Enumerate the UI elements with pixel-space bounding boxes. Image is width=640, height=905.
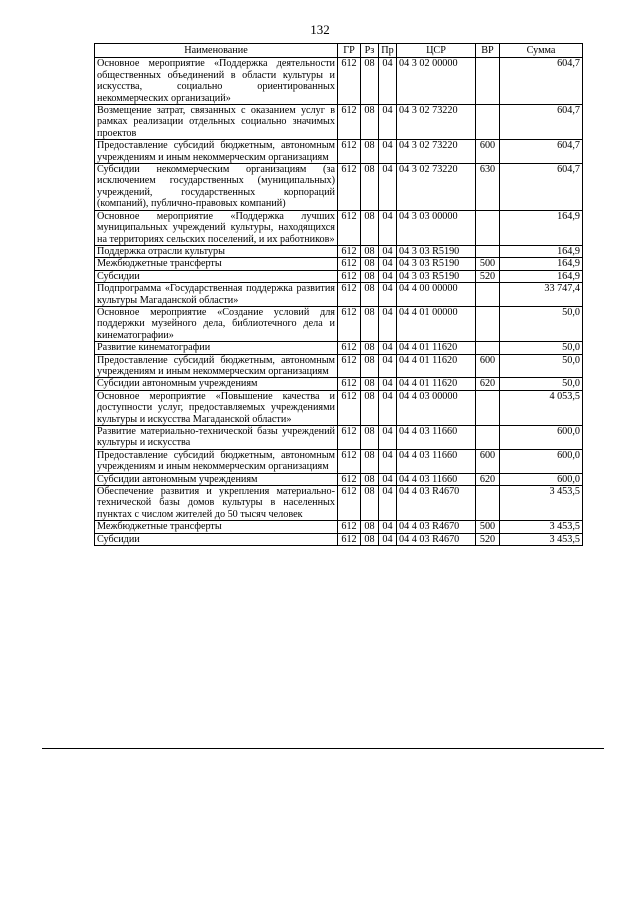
cell-csr: 04 4 01 11620 bbox=[397, 342, 476, 354]
cell-csr: 04 4 01 00000 bbox=[397, 306, 476, 341]
cell-sum: 3 453,5 bbox=[500, 486, 583, 521]
cell-rz: 08 bbox=[361, 354, 379, 378]
table-row bbox=[95, 58, 583, 105]
bottom-divider bbox=[42, 748, 604, 749]
cell-name: Поддержка отрасли культуры bbox=[95, 245, 338, 257]
cell-name: Основное мероприятие «Поддержка лучших муниципальных учреждений культуры, находящихся на территориях сельских поселений, и их работников» bbox=[95, 210, 338, 245]
cell-vr bbox=[476, 342, 500, 354]
cell-rz: 08 bbox=[361, 140, 379, 164]
cell-sum: 600,0 bbox=[500, 449, 583, 473]
cell-sum: 33 747,4 bbox=[500, 283, 583, 307]
cell-csr: 04 4 01 11620 bbox=[397, 378, 476, 390]
cell-vr: 600 bbox=[476, 449, 500, 473]
cell-csr: 04 4 03 11660 bbox=[397, 449, 476, 473]
table-row bbox=[95, 245, 583, 257]
cell-name: Субсидии автономным учреждениям bbox=[95, 378, 338, 390]
table-row bbox=[95, 426, 583, 450]
cell-gr: 612 bbox=[338, 486, 361, 521]
cell-pr: 04 bbox=[379, 283, 397, 307]
cell-name: Основное мероприятие «Создание условий для поддержки музейного дела, библиотечного дела и кинематографии» bbox=[95, 306, 338, 341]
table-row bbox=[95, 342, 583, 354]
table-row bbox=[95, 164, 583, 211]
cell-gr: 612 bbox=[338, 140, 361, 164]
cell-name: Субсидии автономным учреждениям bbox=[95, 473, 338, 485]
cell-sum: 600,0 bbox=[500, 426, 583, 450]
table-row bbox=[95, 378, 583, 390]
cell-rz: 08 bbox=[361, 245, 379, 257]
cell-pr: 04 bbox=[379, 105, 397, 140]
cell-csr: 04 3 03 R5190 bbox=[397, 258, 476, 270]
cell-csr: 04 3 02 73220 bbox=[397, 164, 476, 211]
cell-rz: 08 bbox=[361, 105, 379, 140]
cell-gr: 612 bbox=[338, 283, 361, 307]
table-row bbox=[95, 449, 583, 473]
cell-vr bbox=[476, 390, 500, 425]
cell-gr: 612 bbox=[338, 390, 361, 425]
cell-name: Субсидии некоммерческим организациям (за исключением государственных (муниципальных) учреждений, государственных корпораций (компаний), публично-правовых компаний) bbox=[95, 164, 338, 211]
table-row bbox=[95, 258, 583, 270]
cell-sum: 164,9 bbox=[500, 258, 583, 270]
cell-csr: 04 4 03 R4670 bbox=[397, 521, 476, 533]
cell-sum: 50,0 bbox=[500, 342, 583, 354]
cell-vr bbox=[476, 306, 500, 341]
table-row bbox=[95, 270, 583, 282]
cell-vr bbox=[476, 245, 500, 257]
table-row bbox=[95, 486, 583, 521]
cell-pr: 04 bbox=[379, 390, 397, 425]
cell-pr: 04 bbox=[379, 164, 397, 211]
cell-sum: 164,9 bbox=[500, 270, 583, 282]
cell-vr: 500 bbox=[476, 521, 500, 533]
cell-gr: 612 bbox=[338, 105, 361, 140]
cell-rz: 08 bbox=[361, 426, 379, 450]
cell-vr bbox=[476, 283, 500, 307]
cell-csr: 04 3 03 R5190 bbox=[397, 245, 476, 257]
cell-sum: 604,7 bbox=[500, 105, 583, 140]
cell-gr: 612 bbox=[338, 521, 361, 533]
cell-pr: 04 bbox=[379, 426, 397, 450]
header-csr: ЦСР bbox=[397, 44, 476, 58]
cell-gr: 612 bbox=[338, 426, 361, 450]
cell-rz: 08 bbox=[361, 342, 379, 354]
cell-csr: 04 3 03 R5190 bbox=[397, 270, 476, 282]
cell-gr: 612 bbox=[338, 449, 361, 473]
cell-gr: 612 bbox=[338, 306, 361, 341]
table-row bbox=[95, 533, 583, 545]
cell-pr: 04 bbox=[379, 354, 397, 378]
table-body bbox=[95, 58, 583, 546]
cell-name: Развитие кинематографии bbox=[95, 342, 338, 354]
cell-pr: 04 bbox=[379, 270, 397, 282]
cell-rz: 08 bbox=[361, 58, 379, 105]
budget-table bbox=[94, 43, 583, 546]
cell-gr: 612 bbox=[338, 533, 361, 545]
cell-rz: 08 bbox=[361, 521, 379, 533]
cell-name: Субсидии bbox=[95, 270, 338, 282]
cell-csr: 04 4 03 00000 bbox=[397, 390, 476, 425]
cell-pr: 04 bbox=[379, 473, 397, 485]
cell-pr: 04 bbox=[379, 258, 397, 270]
cell-sum: 164,9 bbox=[500, 210, 583, 245]
cell-gr: 612 bbox=[338, 245, 361, 257]
cell-csr: 04 3 03 00000 bbox=[397, 210, 476, 245]
cell-vr bbox=[476, 486, 500, 521]
cell-pr: 04 bbox=[379, 521, 397, 533]
cell-name: Обеспечение развития и укрепления материально-технической базы домов культуры в населенных пунктах с числом жителей до 50 тысяч человек bbox=[95, 486, 338, 521]
cell-gr: 612 bbox=[338, 210, 361, 245]
cell-name: Предоставление субсидий бюджетным, автономным учреждениям и иным некоммерческим организациям bbox=[95, 449, 338, 473]
cell-sum: 604,7 bbox=[500, 58, 583, 105]
cell-pr: 04 bbox=[379, 486, 397, 521]
cell-name: Развитие материально-технической базы учреждений культуры и искусства bbox=[95, 426, 338, 450]
cell-vr: 600 bbox=[476, 140, 500, 164]
cell-rz: 08 bbox=[361, 270, 379, 282]
cell-vr: 620 bbox=[476, 473, 500, 485]
cell-sum: 164,9 bbox=[500, 245, 583, 257]
cell-csr: 04 3 02 73220 bbox=[397, 105, 476, 140]
page-number: 132 bbox=[310, 22, 330, 37]
cell-rz: 08 bbox=[361, 283, 379, 307]
cell-csr: 04 4 00 00000 bbox=[397, 283, 476, 307]
cell-sum: 604,7 bbox=[500, 140, 583, 164]
cell-sum: 50,0 bbox=[500, 354, 583, 378]
cell-gr: 612 bbox=[338, 342, 361, 354]
cell-gr: 612 bbox=[338, 164, 361, 211]
header-sum: Сумма bbox=[500, 44, 583, 58]
cell-sum: 50,0 bbox=[500, 306, 583, 341]
table-row bbox=[95, 390, 583, 425]
cell-name: Возмещение затрат, связанных с оказанием услуг в рамках реализации отдельных социально значимых проектов bbox=[95, 105, 338, 140]
cell-gr: 612 bbox=[338, 270, 361, 282]
cell-vr: 520 bbox=[476, 533, 500, 545]
cell-csr: 04 3 02 00000 bbox=[397, 58, 476, 105]
cell-gr: 612 bbox=[338, 378, 361, 390]
cell-pr: 04 bbox=[379, 533, 397, 545]
cell-vr: 620 bbox=[476, 378, 500, 390]
cell-pr: 04 bbox=[379, 378, 397, 390]
cell-sum: 50,0 bbox=[500, 378, 583, 390]
header-gr: ГР bbox=[338, 44, 361, 58]
cell-pr: 04 bbox=[379, 306, 397, 341]
cell-name: Субсидии bbox=[95, 533, 338, 545]
table-row bbox=[95, 354, 583, 378]
cell-vr: 600 bbox=[476, 354, 500, 378]
cell-sum: 3 453,5 bbox=[500, 533, 583, 545]
cell-vr bbox=[476, 58, 500, 105]
header-name: Наименование bbox=[95, 44, 338, 58]
table-row bbox=[95, 283, 583, 307]
cell-rz: 08 bbox=[361, 533, 379, 545]
header-vr: ВР bbox=[476, 44, 500, 58]
header-pr: Пр bbox=[379, 44, 397, 58]
cell-rz: 08 bbox=[361, 164, 379, 211]
cell-pr: 04 bbox=[379, 449, 397, 473]
cell-name: Межбюджетные трансферты bbox=[95, 521, 338, 533]
cell-pr: 04 bbox=[379, 210, 397, 245]
cell-name: Предоставление субсидий бюджетным, автономным учреждениям и иным некоммерческим организациям bbox=[95, 140, 338, 164]
cell-sum: 604,7 bbox=[500, 164, 583, 211]
table-row bbox=[95, 473, 583, 485]
cell-rz: 08 bbox=[361, 486, 379, 521]
cell-gr: 612 bbox=[338, 473, 361, 485]
cell-csr: 04 3 02 73220 bbox=[397, 140, 476, 164]
table-row bbox=[95, 140, 583, 164]
cell-vr: 520 bbox=[476, 270, 500, 282]
table-header-row bbox=[95, 44, 583, 58]
cell-vr: 500 bbox=[476, 258, 500, 270]
cell-gr: 612 bbox=[338, 258, 361, 270]
table-row bbox=[95, 210, 583, 245]
table-row bbox=[95, 306, 583, 341]
cell-vr bbox=[476, 426, 500, 450]
cell-name: Основное мероприятие «Повышение качества и доступности услуг, предоставляемых учреждениями культуры и искусства Магаданской области» bbox=[95, 390, 338, 425]
cell-pr: 04 bbox=[379, 342, 397, 354]
cell-gr: 612 bbox=[338, 58, 361, 105]
cell-csr: 04 4 03 11660 bbox=[397, 426, 476, 450]
cell-sum: 3 453,5 bbox=[500, 521, 583, 533]
cell-name: Подпрограмма «Государственная поддержка развития культуры Магаданской области» bbox=[95, 283, 338, 307]
cell-gr: 612 bbox=[338, 354, 361, 378]
cell-pr: 04 bbox=[379, 140, 397, 164]
cell-rz: 08 bbox=[361, 449, 379, 473]
cell-rz: 08 bbox=[361, 390, 379, 425]
cell-rz: 08 bbox=[361, 210, 379, 245]
cell-csr: 04 4 03 11660 bbox=[397, 473, 476, 485]
cell-csr: 04 4 03 R4670 bbox=[397, 486, 476, 521]
cell-rz: 08 bbox=[361, 306, 379, 341]
cell-csr: 04 4 03 R4670 bbox=[397, 533, 476, 545]
cell-sum: 4 053,5 bbox=[500, 390, 583, 425]
header-rz: Рз bbox=[361, 44, 379, 58]
cell-csr: 04 4 01 11620 bbox=[397, 354, 476, 378]
cell-sum: 600,0 bbox=[500, 473, 583, 485]
cell-pr: 04 bbox=[379, 245, 397, 257]
cell-pr: 04 bbox=[379, 58, 397, 105]
cell-rz: 08 bbox=[361, 473, 379, 485]
cell-vr bbox=[476, 105, 500, 140]
table-row bbox=[95, 521, 583, 533]
table-row bbox=[95, 105, 583, 140]
cell-rz: 08 bbox=[361, 258, 379, 270]
cell-name: Межбюджетные трансферты bbox=[95, 258, 338, 270]
cell-vr bbox=[476, 210, 500, 245]
cell-name: Основное мероприятие «Поддержка деятельности общественных объединений в области культуры и искусства, социально ориентированных некоммерческих организаций» bbox=[95, 58, 338, 105]
cell-rz: 08 bbox=[361, 378, 379, 390]
cell-vr: 630 bbox=[476, 164, 500, 211]
cell-name: Предоставление субсидий бюджетным, автономным учреждениям и иным некоммерческим организациям bbox=[95, 354, 338, 378]
